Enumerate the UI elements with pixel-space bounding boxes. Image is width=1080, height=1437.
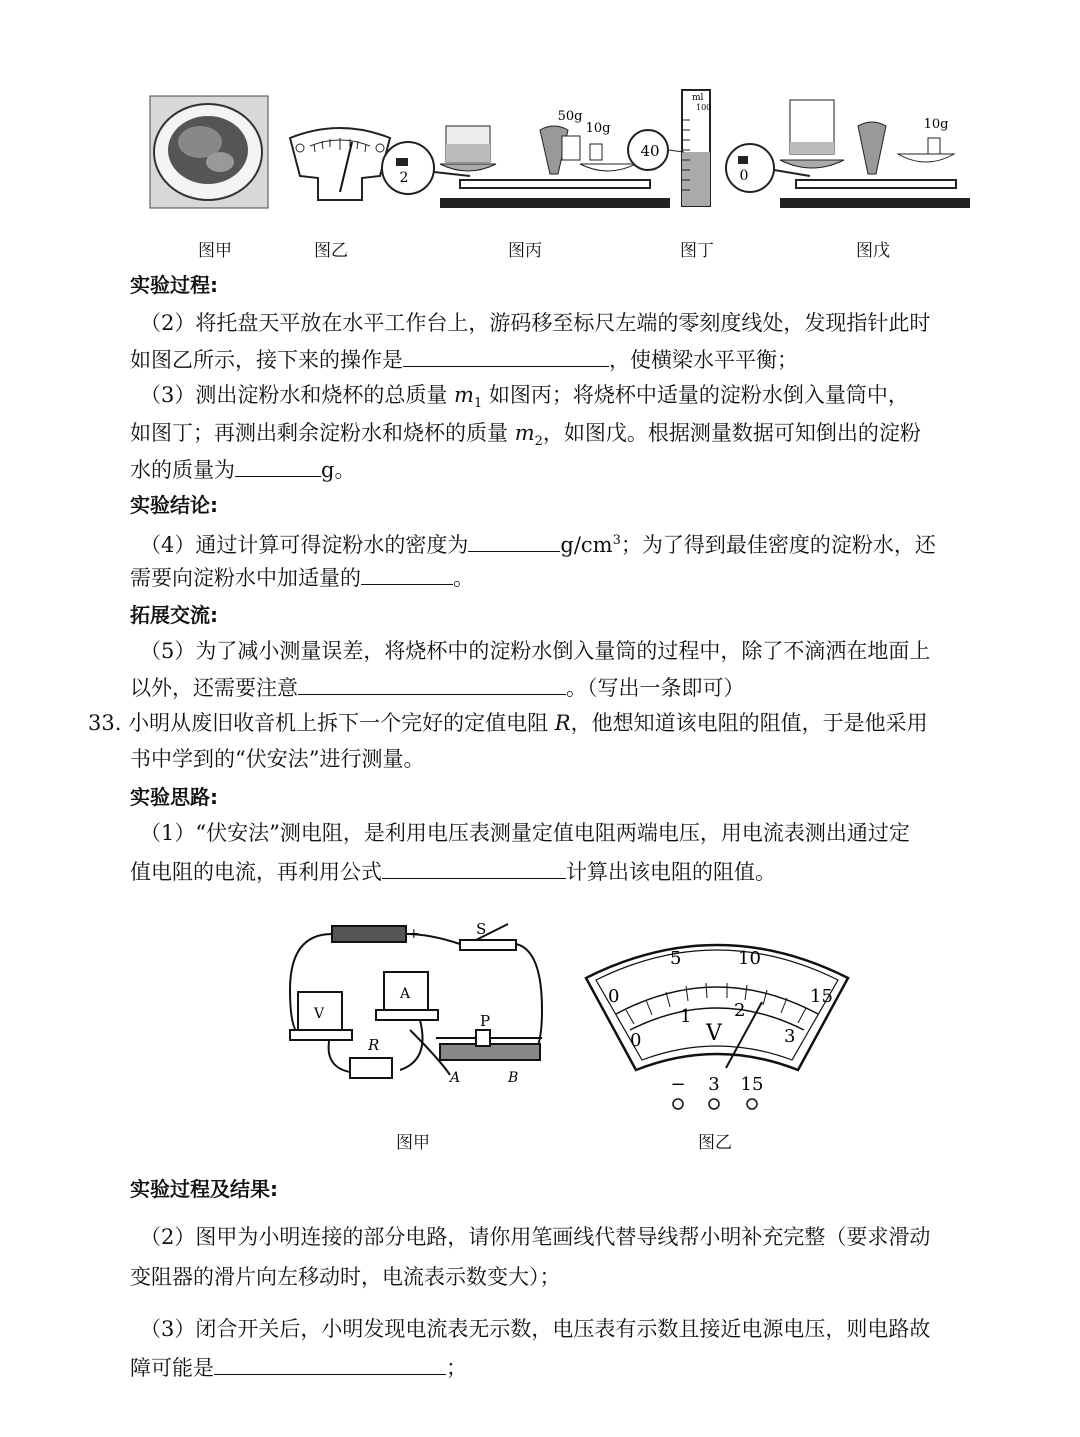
- q5-text-a: 以外，还需要注意: [130, 676, 298, 700]
- q33-text-a: 小明从废旧收音机上拆下一个完好的定值电阻: [128, 711, 555, 735]
- q2-line2: [130, 344, 798, 375]
- q33-line1: [88, 708, 928, 738]
- q3-line2: [130, 418, 921, 457]
- heading-extension: 拓展交流:: [130, 603, 218, 627]
- figure-voltmeter-yi: [572, 918, 862, 1118]
- terminal-15-label: 15: [740, 1074, 764, 1095]
- bing-weight-small: 10g: [585, 121, 611, 136]
- q3-text-f: g。: [321, 458, 356, 482]
- q3-text-e: 水的质量为: [130, 458, 235, 482]
- q33-q2-line1: （2）图甲为小明连接的部分电路，请你用笔画线代替导线帮小明补充完整（要求滑动: [140, 1225, 931, 1249]
- q33-q1-text-b: 计算出该电阻的阻值。: [566, 860, 776, 884]
- wu-weight: 10g: [923, 117, 949, 132]
- voltmeter-label: V: [314, 1006, 325, 1022]
- voltmeter-inner-0: 0: [630, 1030, 642, 1051]
- resistor-label: R: [368, 1036, 380, 1054]
- q33-number: 33.: [88, 711, 122, 735]
- figure-bing-balance: [382, 109, 670, 208]
- q33-q2-line2: 变阻器的滑片向左移动时，电流表示数变大）；: [130, 1265, 561, 1289]
- resistor-symbol: R: [554, 711, 571, 735]
- q3-text-c: 如图丁；再测出剩余淀粉水和烧杯的质量: [130, 421, 515, 445]
- switch-label: S: [476, 920, 487, 938]
- q3-text-a: （3）测出淀粉水和烧杯的总质量: [140, 383, 455, 407]
- q4-text-a: （4）通过计算可得淀粉水的密度为: [140, 533, 469, 557]
- q5-line2: [130, 672, 745, 703]
- bing-weight-large: 50g: [557, 109, 583, 124]
- figure-jia-plate: [150, 96, 268, 208]
- q4-density-blank[interactable]: [468, 529, 560, 552]
- rheostat-end-b: B: [508, 1070, 519, 1086]
- q2-text-b: ，使横梁水平平衡；: [609, 348, 798, 372]
- heading-process: 实验过程:: [130, 273, 218, 297]
- q33-text-b: ，他想知道该电阻的阻值，于是他采用: [570, 711, 928, 735]
- q33-q1-line2: [130, 856, 776, 887]
- voltmeter-inner-1: 1: [680, 1006, 692, 1027]
- q33-q3-text-b: ；: [446, 1356, 467, 1380]
- q4-text-c: 需要向淀粉水中加适量的: [130, 566, 361, 590]
- figure-row-top: [140, 80, 980, 220]
- figure-circuit-jia: [280, 910, 560, 1110]
- q5-line1: （5）为了减小测量误差，将烧杯中的淀粉水倒入量筒的过程中，除了不滴洒在地面上: [140, 639, 931, 663]
- q4-unit-sup: 3: [612, 533, 621, 548]
- rheostat-end-a: A: [450, 1070, 461, 1086]
- q33-fault-blank[interactable]: [214, 1352, 446, 1375]
- caption-fig-yi: 图乙: [314, 241, 348, 261]
- caption-fig-ding: 图丁: [680, 241, 714, 261]
- terminal-15: [747, 1099, 757, 1109]
- voltmeter-outer-10: 10: [738, 948, 761, 969]
- q33-formula-blank[interactable]: [382, 856, 566, 879]
- symbol-m1-sub: 1: [473, 396, 483, 412]
- figure-yi-pointer-scale: [290, 128, 390, 200]
- voltmeter-inner-2: 2: [734, 1000, 746, 1021]
- caption-fig-wu: 图戊: [856, 241, 890, 261]
- q33-q3-line1: （3）闭合开关后，小明发现电流表无示数，电压表有示数且接近电源电压，则电路故: [140, 1317, 931, 1341]
- cylinder-reading: 40: [640, 142, 660, 160]
- voltmeter-symbol: V: [706, 1021, 722, 1046]
- battery: [332, 926, 406, 942]
- terminal-3-label: 3: [708, 1074, 720, 1095]
- slider-label: P: [480, 1012, 491, 1030]
- q3-line1: [140, 380, 909, 419]
- bing-rider-reading: 2: [399, 170, 409, 186]
- q4-additive-blank[interactable]: [361, 562, 453, 585]
- cylinder-top-mark: 100: [696, 103, 712, 112]
- q33-q1-text-a: 值电阻的电流，再利用公式: [130, 860, 382, 884]
- caption-circuit-yi: 图乙: [698, 1133, 732, 1153]
- q33-line2: 书中学到的“伏安法”进行测量。: [130, 747, 425, 771]
- caption-circuit-jia: 图甲: [396, 1133, 430, 1153]
- q5-text-b: 。（写出一条即可）: [566, 676, 745, 700]
- caption-fig-jia: 图甲: [198, 241, 232, 261]
- q4-text-d: 。: [453, 566, 474, 590]
- battery-plus: +: [408, 926, 420, 942]
- voltmeter-outer-0: 0: [608, 986, 620, 1007]
- terminal-minus: [673, 1099, 683, 1109]
- heading-conclusion: 实验结论:: [130, 493, 218, 517]
- q2-line1: （2）将托盘天平放在水平工作台上，游码移至标尺左端的零刻度线处，发现指针此时: [140, 311, 931, 335]
- q2-answer-blank[interactable]: [403, 344, 609, 367]
- q3-line3: [130, 454, 355, 485]
- caption-fig-bing: 图丙: [508, 241, 542, 261]
- q33-q3-text-a: 障可能是: [130, 1356, 214, 1380]
- q4-unit: g/cm: [560, 533, 613, 557]
- heading-process-result: 实验过程及结果:: [130, 1177, 278, 1201]
- battery-minus: -: [324, 926, 329, 942]
- q4-text-b: ；为了得到最佳密度的淀粉水，还: [620, 533, 936, 557]
- figure-wu-balance: [726, 100, 970, 208]
- q33-q1-line1: （1）“伏安法”测电阻，是利用电压表测量定值电阻两端电压，用电流表测出通过定: [140, 821, 910, 845]
- symbol-m1: m: [454, 383, 474, 407]
- wu-rider-reading: 0: [739, 168, 749, 184]
- terminal-minus-label: −: [670, 1074, 686, 1095]
- q5-answer-blank[interactable]: [298, 672, 566, 695]
- q2-text-a: 如图乙所示，接下来的操作是: [130, 348, 403, 372]
- cylinder-unit: ml: [692, 93, 704, 103]
- symbol-m2-sub: 2: [534, 434, 543, 450]
- q3-text-d: ，如图戊。根据测量数据可知倒出的淀粉: [542, 421, 921, 445]
- ammeter-label: A: [400, 986, 411, 1002]
- symbol-m2: m: [514, 421, 535, 445]
- voltmeter-inner-3: 3: [784, 1026, 796, 1047]
- q3-mass-blank[interactable]: [235, 454, 321, 477]
- voltmeter-outer-5: 5: [670, 948, 682, 969]
- voltmeter-outer-15: 15: [810, 986, 833, 1007]
- q4-line1: [140, 526, 936, 560]
- terminal-3: [709, 1099, 719, 1109]
- q33-q3-line2: [130, 1352, 467, 1383]
- q4-line2: [130, 562, 474, 593]
- heading-idea: 实验思路:: [130, 785, 218, 809]
- q3-text-b: 如图丙；将烧杯中适量的淀粉水倒入量筒中，: [482, 383, 909, 407]
